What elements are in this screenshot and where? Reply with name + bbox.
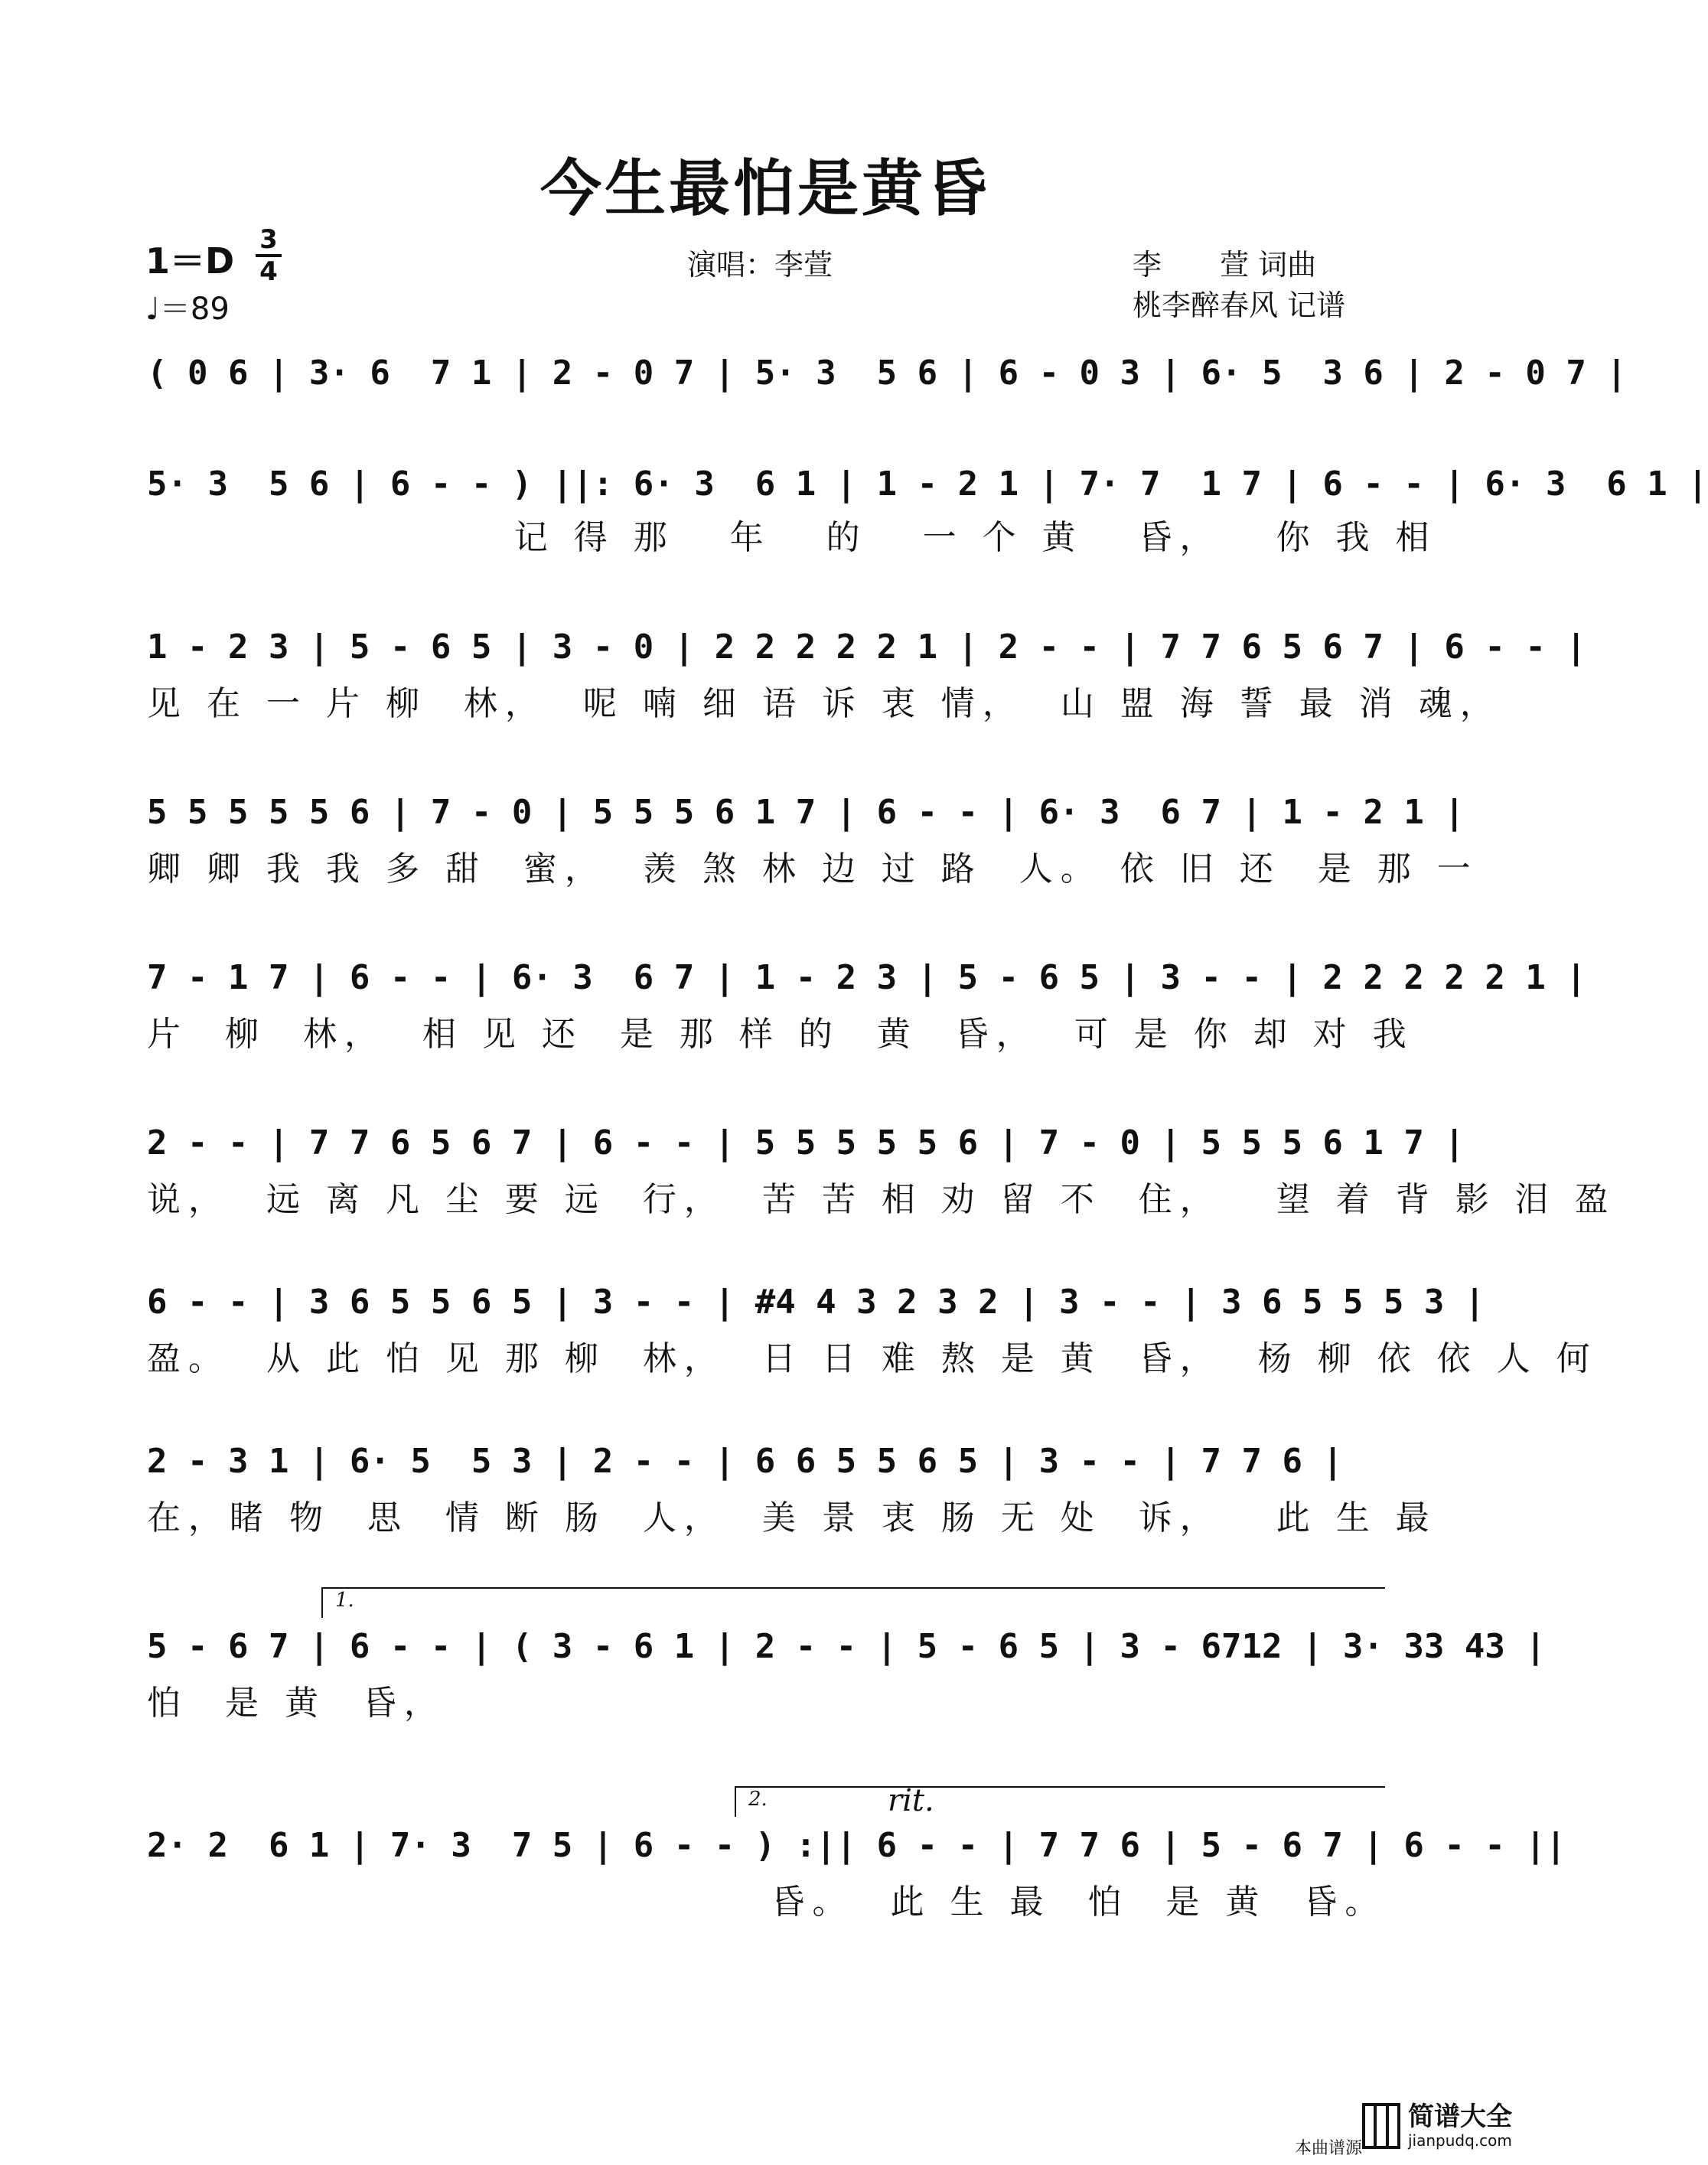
score-row-4-notes: 5 5 5 5 5 6 | 7 - 0 | 5 5 5 6 1 7 | 6 - - | 6· 3 6 7 | 1 - 2 1 | [147,793,1465,832]
piano-keys-icon [1362,2103,1400,2149]
score-row-10-lyrics: 昏。 此 生 最 怕 是 黄 昏。 [147,1883,1387,1922]
score-title: 今生最怕是黄昏 [540,152,990,224]
score-row-7-notes: 6 - - | 3 6 5 5 6 5 | 3 - - | #4 4 3 2 3 2 | 3 - - | 3 6 5 5 5 3 | [147,1283,1485,1322]
time-signature [256,224,282,287]
score-row-9-notes: 5 - 6 7 | 6 - - | ( 3 - 6 1 | 2 - - | 5 - 6 5 | 3 - 6712 | 3· 33 43 | [147,1627,1546,1666]
key-signature: 1＝D [145,240,235,282]
score-row-10-notes: 2· 2 6 1 | 7· 3 7 5 | 6 - - ) :|| 6 - - | 7 7 6 | 5 - 6 7 | 6 - - || [147,1826,1566,1865]
composer-credit: 李 萱 词曲 [1133,248,1317,282]
first-ending-bracket: 1. [321,1587,1385,1618]
site-logo [1362,2095,1515,2157]
score-row-1-notes: ( 0 6 | 3· 6 7 1 | 2 - 0 7 | 5· 3 5 6 | 6 - 0 3 | 6· 5 3 6 | 2 - 0 7 | [147,354,1627,393]
transcriber-credit: 桃李醉春风 记谱 [1133,289,1346,322]
score-row-4-lyrics: 卿 卿 我 我 多 甜 蜜， 羡 煞 林 边 过 路 人。 依 旧 还 是 那 一 [147,849,1478,888]
score-row-2-lyrics: 记 得 那 年 的 一 个 黄 昏， 你 我 相 [147,518,1437,557]
ritardando-marking: rit. [888,1783,934,1818]
score-row-3-notes: 1 - 2 3 | 5 - 6 5 | 3 - 0 | 2 2 2 2 2 1 | 2 - - | 7 7 6 5 6 7 | 6 - - | [147,628,1586,667]
score-row-5-lyrics: 片 柳 林， 相 见 还 是 那 样 的 黄 昏， 可 是 你 却 对 我 [147,1015,1414,1054]
time-signature-top: 3 [259,224,278,255]
tempo-marking: ♩＝89 [145,292,230,327]
score-row-6-lyrics: 说， 远 离 凡 尘 要 远 行， 苦 苦 相 劝 留 不 住， 望 着 背 影 泪 盈 [147,1180,1616,1219]
score-row-7-lyrics: 盈。 从 此 怕 见 那 柳 林， 日 日 难 熬 是 黄 昏， 杨 柳 依 依 人 何 [147,1339,1598,1378]
score-row-3-lyrics: 见 在 一 片 柳 林， 呢 喃 细 语 诉 衷 情， 山 盟 海 誓 最 消 魂， [147,684,1501,723]
logo-url: jianpudq.com [1408,2131,1512,2150]
score-row-9-lyrics: 怕 是 黄 昏， [147,1684,445,1723]
score-row-2-notes: 5· 3 5 6 | 6 - - ) ||: 6· 3 6 1 | 1 - 2 1 | 7· 7 1 7 | 6 - - | 6· 3 6 1 | [147,465,1708,504]
second-ending-bracket: 2. [735,1786,1385,1817]
score-row-8-notes: 2 - 3 1 | 6· 5 5 3 | 2 - - | 6 6 5 5 6 5 | 3 - - | 7 7 6 | [147,1442,1343,1481]
logo-name: 简谱大全 [1408,2101,1512,2133]
score-row-6-notes: 2 - - | 7 7 6 5 6 7 | 6 - - | 5 5 5 5 5 6 | 7 - 0 | 5 5 5 6 1 7 | [147,1123,1465,1162]
singer-credit: 演唱：李萱 [687,248,833,282]
score-row-8-lyrics: 在，睹 物 思 情 断 肠 人， 美 景 衷 肠 无 处 诉， 此 生 最 [147,1498,1437,1537]
source-note: 本曲谱源 [1295,2139,1363,2158]
time-signature-bottom: 4 [259,256,278,287]
score-row-5-notes: 7 - 1 7 | 6 - - | 6· 3 6 7 | 1 - 2 3 | 5 - 6 5 | 3 - - | 2 2 2 2 2 1 | [147,958,1586,997]
